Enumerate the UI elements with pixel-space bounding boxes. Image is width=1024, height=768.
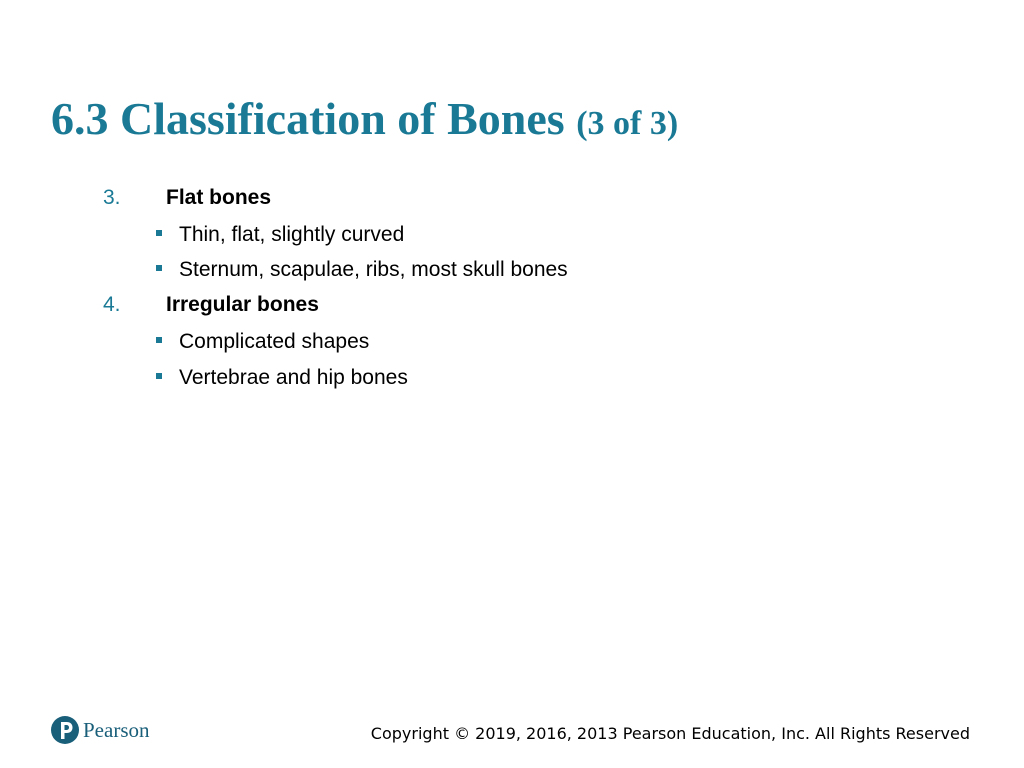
square-bullet-icon (156, 230, 162, 236)
title-subtitle: (3 of 3) (576, 105, 679, 142)
logo-wordmark: Pearson (83, 717, 150, 742)
sub-bullet-text: Sternum, scapulae, ribs, most skull bones (179, 258, 568, 281)
sub-bullet-text: Complicated shapes (179, 330, 370, 353)
square-bullet-icon (156, 373, 162, 379)
list-item-label: Flat bones (166, 186, 272, 209)
square-bullet-icon (156, 265, 162, 271)
list-number: 4. (103, 293, 121, 316)
square-bullet-icon (156, 337, 162, 343)
pearson-logo-icon (51, 714, 79, 746)
page-title (51, 92, 678, 151)
sub-bullet-text: Thin, flat, slightly curved (179, 223, 405, 246)
list-item-label: Irregular bones (166, 293, 319, 316)
sub-bullet-text: Vertebrae and hip bones (179, 366, 408, 389)
list-number: 3. (103, 186, 121, 209)
pearson-logo (51, 714, 150, 746)
title-main: 6.3 Classification of Bones (51, 93, 565, 144)
copyright-notice: Copyright © 2019, 2016, 2013 Pearson Education, Inc. All Rights Reserved (370, 724, 970, 743)
